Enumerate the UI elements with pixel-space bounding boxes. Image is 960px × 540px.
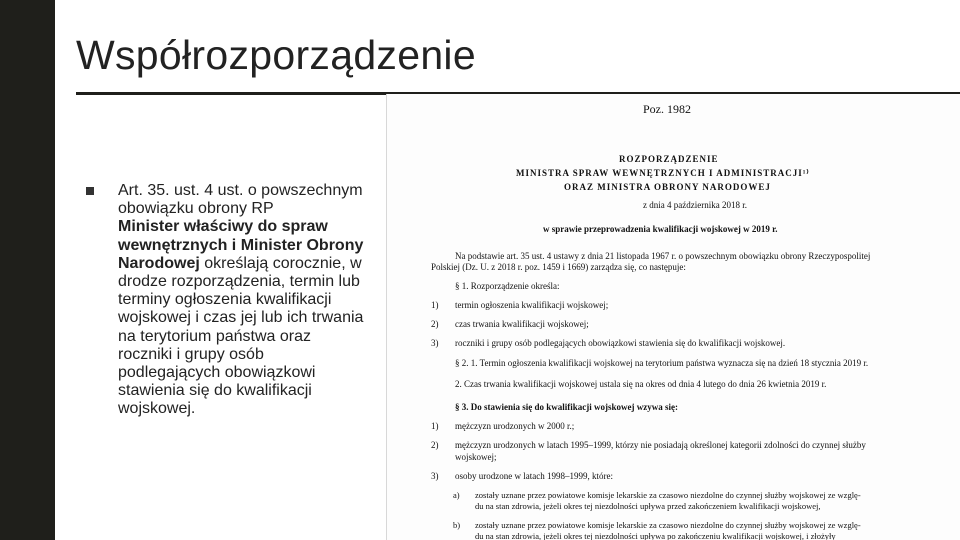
doc-s3-item-cont: wojskowej; (455, 452, 497, 462)
doc-sub-line: du na stan zdrowia, jeżeli okres tej niezdolności upływa po zakończeniu kwalifikacji wojskowej, i złożyły (475, 531, 836, 540)
doc-s3-title: § 3. Do stawienia się do kwalifikacji wojskowej wzywa się: (455, 402, 678, 412)
doc-position: Poz. 1982 (643, 102, 691, 116)
bullet-prefix: Art. 35. ust. 4 ust. o powszechnym obowiązku obrony RP (118, 182, 363, 218)
doc-sub-line: zostały uznane przez powiatowe komisje lekarskie za czasowo niezdolne do czynnej służby wojskowej ze wzglę- (475, 490, 861, 500)
doc-s1-num: 1) (431, 300, 439, 310)
doc-intro-line-1: Na podstawie art. 35 ust. 4 ustawy z dnia 21 listopada 1967 r. o powszechnym obowiązku obrony Rzeczypospolitej (455, 251, 871, 261)
doc-date: z dnia 4 października 2018 r. (643, 200, 747, 210)
doc-s1-num: 3) (431, 338, 439, 348)
doc-s3-num: 3) (431, 471, 439, 481)
doc-s2-line-2: 2. Czas trwania kwalifikacji wojskowej ustala się na okres od dnia 4 lutego do dnia 26 kwietnia 2019 r. (455, 379, 827, 389)
doc-sub-letter: a) (453, 490, 460, 500)
doc-s2-line-1: § 2. 1. Termin ogłoszenia kwalifikacji wojskowej na terytorium państwa wyznacza się na dzień 18 stycznia 2019 r. (455, 358, 869, 368)
doc-heading-3: ORAZ MINISTRA OBRONY NARODOWEJ (564, 182, 771, 192)
doc-s1-num: 2) (431, 319, 439, 329)
bullet-bold: Minister właściwy do spraw wewnętrznych i Minister Obrony Narodowej (118, 218, 364, 272)
doc-intro-line-2: Polskiej (Dz. U. z 2018 r. poz. 1459 i 1669) zarządza się, co następuje: (431, 262, 686, 272)
bullet-suffix: określają corocznie, w drodze rozporządzenia, termin lub terminy ogłoszenia kwalifikacji wojskowej i czas jej lub ich trwania na terytorium państwa oraz roczniki i grupy osób podlegających obowiązkowi stawienia się do kwalifikacji wojskowej. (118, 254, 364, 418)
doc-s3-num: 2) (431, 440, 439, 450)
side-accent-bar (0, 0, 55, 540)
slide-title: Współrozporządzenie (76, 32, 476, 78)
doc-s1-item: czas trwania kwalifikacji wojskowej; (455, 319, 589, 329)
regulation-document-image (386, 94, 960, 540)
doc-s1-item: roczniki i grupy osób podlegających obowiązkowi stawienia się do kwalifikacji wojskowej. (455, 338, 786, 348)
doc-heading-1: ROZPORZĄDZENIE (619, 154, 719, 164)
doc-heading-2: MINISTRA SPRAW WEWNĘTRZNYCH I ADMINISTRACJI¹⁾ (516, 168, 810, 178)
bullet-point (86, 182, 366, 419)
doc-s1-item: termin ogłoszenia kwalifikacji wojskowej; (455, 300, 609, 310)
doc-s3-item: mężczyzn urodzonych w 2000 r.; (455, 421, 575, 431)
doc-sub-line: du na stan zdrowia, jeżeli okres tej niezdolności upływa przed zakończeniem kwalifikacji wojskowej, (475, 501, 821, 511)
doc-subject: w sprawie przeprowadzenia kwalifikacji wojskowej w 2019 r. (543, 224, 778, 234)
square-bullet-icon (86, 187, 94, 195)
doc-s3-item: osoby urodzone w latach 1998–1999, które: (455, 471, 613, 481)
doc-s3-num: 1) (431, 421, 439, 431)
doc-s1-title: § 1. Rozporządzenie określa: (455, 281, 560, 291)
doc-sub-line: zostały uznane przez powiatowe komisje lekarskie za czasowo niezdolne do czynnej służby wojskowej ze wzglę- (475, 520, 861, 530)
doc-s3-item: mężczyzn urodzonych w latach 1995–1999, którzy nie posiadają określonej kategorii zdolności do czynnej służby (455, 440, 866, 450)
doc-sub-letter: b) (453, 520, 461, 530)
bullet-text (118, 182, 366, 419)
